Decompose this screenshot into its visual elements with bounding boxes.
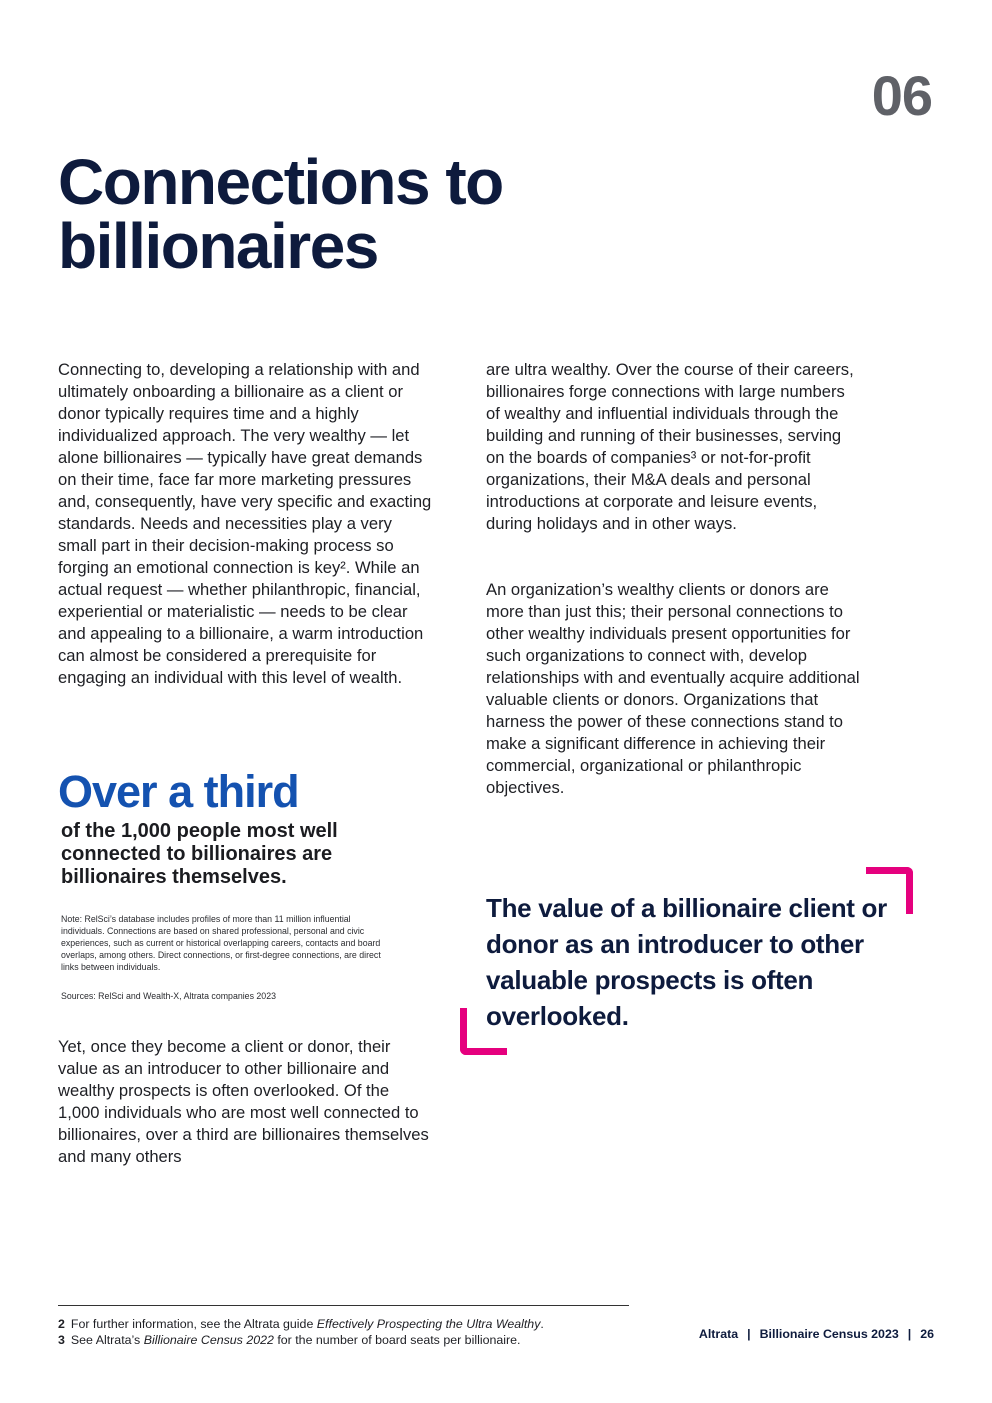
stat-headline: Over a third <box>58 766 299 817</box>
footnote-text-end: . <box>540 1317 544 1331</box>
footnotes <box>58 1316 658 1348</box>
footnote-title: Effectively Prospecting the Ultra Wealthy <box>316 1317 541 1331</box>
footer-brand: Altrata <box>698 1327 739 1341</box>
data-note: Note: RelSci’s database includes profiles of more than 11 million influential individuals. Connections are based on shared professional, personal and civic experiences, such as current or historical overlapping careers, contacts and board overlaps, among others. Direct connections, or first-degree connections, are direct links between individuals. <box>61 914 381 972</box>
pull-quote: The value of a billionaire client or donor as an introducer to other valuable prospects is often overlooked. <box>486 893 887 1031</box>
footnote-3 <box>58 1332 658 1348</box>
footer-publication: Billionaire Census 2023 <box>759 1327 899 1341</box>
footer-separator: | <box>907 1327 912 1341</box>
footnote-number: 2 <box>58 1317 65 1331</box>
intro-paragraph: Connecting to, developing a relationship with and ultimately onboarding a billionaire as a client or donor typically requires time and a highly individualized approach. The very wealthy — let alone billionaires — typically have great demands on their time, face far more marketing pressures and, consequently, have very specific and exacting standards. Needs and necessities play a very small part in their decision-making process so forging an emotional connection is key². While an actual request — whether philanthropic, financial, experiential or materialistic — needs to be clear and appealing to a billionaire, a warm introduction can almost be considered a prerequisite for engaging an individual with this level of wealth. <box>58 360 432 687</box>
page-footer <box>640 1326 934 1342</box>
page-number: 26 <box>920 1327 934 1341</box>
section-number: 06 <box>871 64 932 127</box>
closing-paragraph: Yet, once they become a client or donor, their value as an introducer to other billionaire and wealthy prospects is often overlooked. Of the 1,000 individuals who are most well connected to billionaires, over a third are billionaires themselves and many others <box>58 1037 429 1166</box>
footnote-text: For further information, see the Altrata guide <box>70 1317 317 1331</box>
footnote-text: See Altrata’s <box>70 1333 144 1347</box>
footer-separator: | <box>747 1327 751 1341</box>
stat-description: of the 1,000 people most well connected to billionaires are billionaires themselves. <box>61 820 338 888</box>
quote-bracket-bottom-left <box>460 1008 507 1055</box>
footnote-text-end: for the number of board seats per billionaire. <box>273 1333 521 1347</box>
footnote-number: 3 <box>58 1333 65 1347</box>
footnote-title: Billionaire Census 2022 <box>143 1333 274 1347</box>
sources-line: Sources: RelSci and Wealth-X, Altrata companies 2023 <box>61 991 276 1001</box>
right-paragraph-1: are ultra wealthy. Over the course of their careers, billionaires forge connections with large numbers of wealthy and influential individuals through the building and running of their businesses, serving on the boards of companies³ or not-for-profit organizations, their M&A deals and personal introductions at corporate and leisure events, during holidays and in other ways. <box>486 360 854 533</box>
right-paragraph-2: An organization’s wealthy clients or donors are more than just this; their personal connections to other wealthy individuals present opportunities for such organizations to connect with, develop relationships with and eventually acquire additional valuable clients or donors. Organizations that harness the power of these connections stand to make a significant difference in achieving their commercial, organizational or philanthropic objectives. <box>486 580 860 797</box>
footnote-2 <box>58 1316 658 1332</box>
page-title: Connections to billionaires <box>58 146 503 282</box>
footnote-divider <box>58 1305 629 1306</box>
